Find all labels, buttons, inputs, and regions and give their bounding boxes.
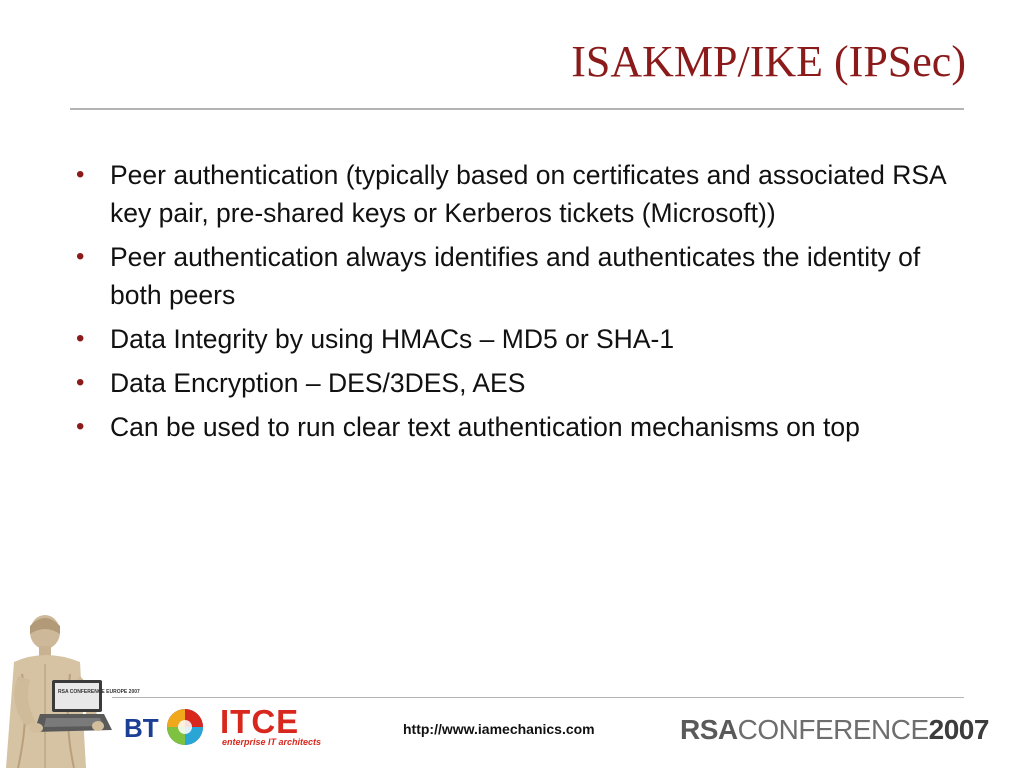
bullet-item xyxy=(70,156,950,232)
footer-divider xyxy=(112,697,964,698)
rsa-logo-text: RSACONFERENCE2007 xyxy=(680,714,989,745)
bt-logo xyxy=(124,706,208,748)
footer-url: http://www.iamechanics.com xyxy=(403,721,595,737)
bullet-icon: • xyxy=(76,413,85,440)
statue-with-laptop-image xyxy=(0,614,140,768)
bullet-item xyxy=(70,408,950,446)
bullet-icon: • xyxy=(76,369,85,396)
bt-logo-text: BT xyxy=(124,713,159,743)
rsa-conference-logo xyxy=(680,712,989,746)
bullet-text: Can be used to run clear text authentication mechanisms on top xyxy=(110,412,860,442)
bullet-list xyxy=(70,156,950,452)
bullet-icon: • xyxy=(76,161,85,188)
itce-tagline: enterprise IT architects xyxy=(222,737,322,747)
bullet-text: Peer authentication (typically based on certificates and associated RSA key pair, pre-shared keys or Kerberos tickets (Microsoft)) xyxy=(110,160,946,228)
bullet-item xyxy=(70,238,950,314)
title-divider xyxy=(70,108,964,110)
bullet-text: Data Encryption – DES/3DES, AES xyxy=(110,368,526,398)
bullet-icon: • xyxy=(76,243,85,270)
bullet-icon: • xyxy=(76,325,85,352)
slide-title: ISAKMP/IKE (IPSec) xyxy=(571,37,966,86)
itce-logo-text: ITCE xyxy=(220,703,300,740)
itce-logo xyxy=(220,703,322,747)
bullet-text: Peer authentication always identifies and authenticates the identity of both peers xyxy=(110,242,921,310)
bullet-item xyxy=(70,320,950,358)
bullet-text: Data Integrity by using HMACs – MD5 or SHA-1 xyxy=(110,324,675,354)
bullet-item xyxy=(70,364,950,402)
laptop-screen-text: RSA CONFERENCE EUROPE 2007 xyxy=(58,689,140,695)
